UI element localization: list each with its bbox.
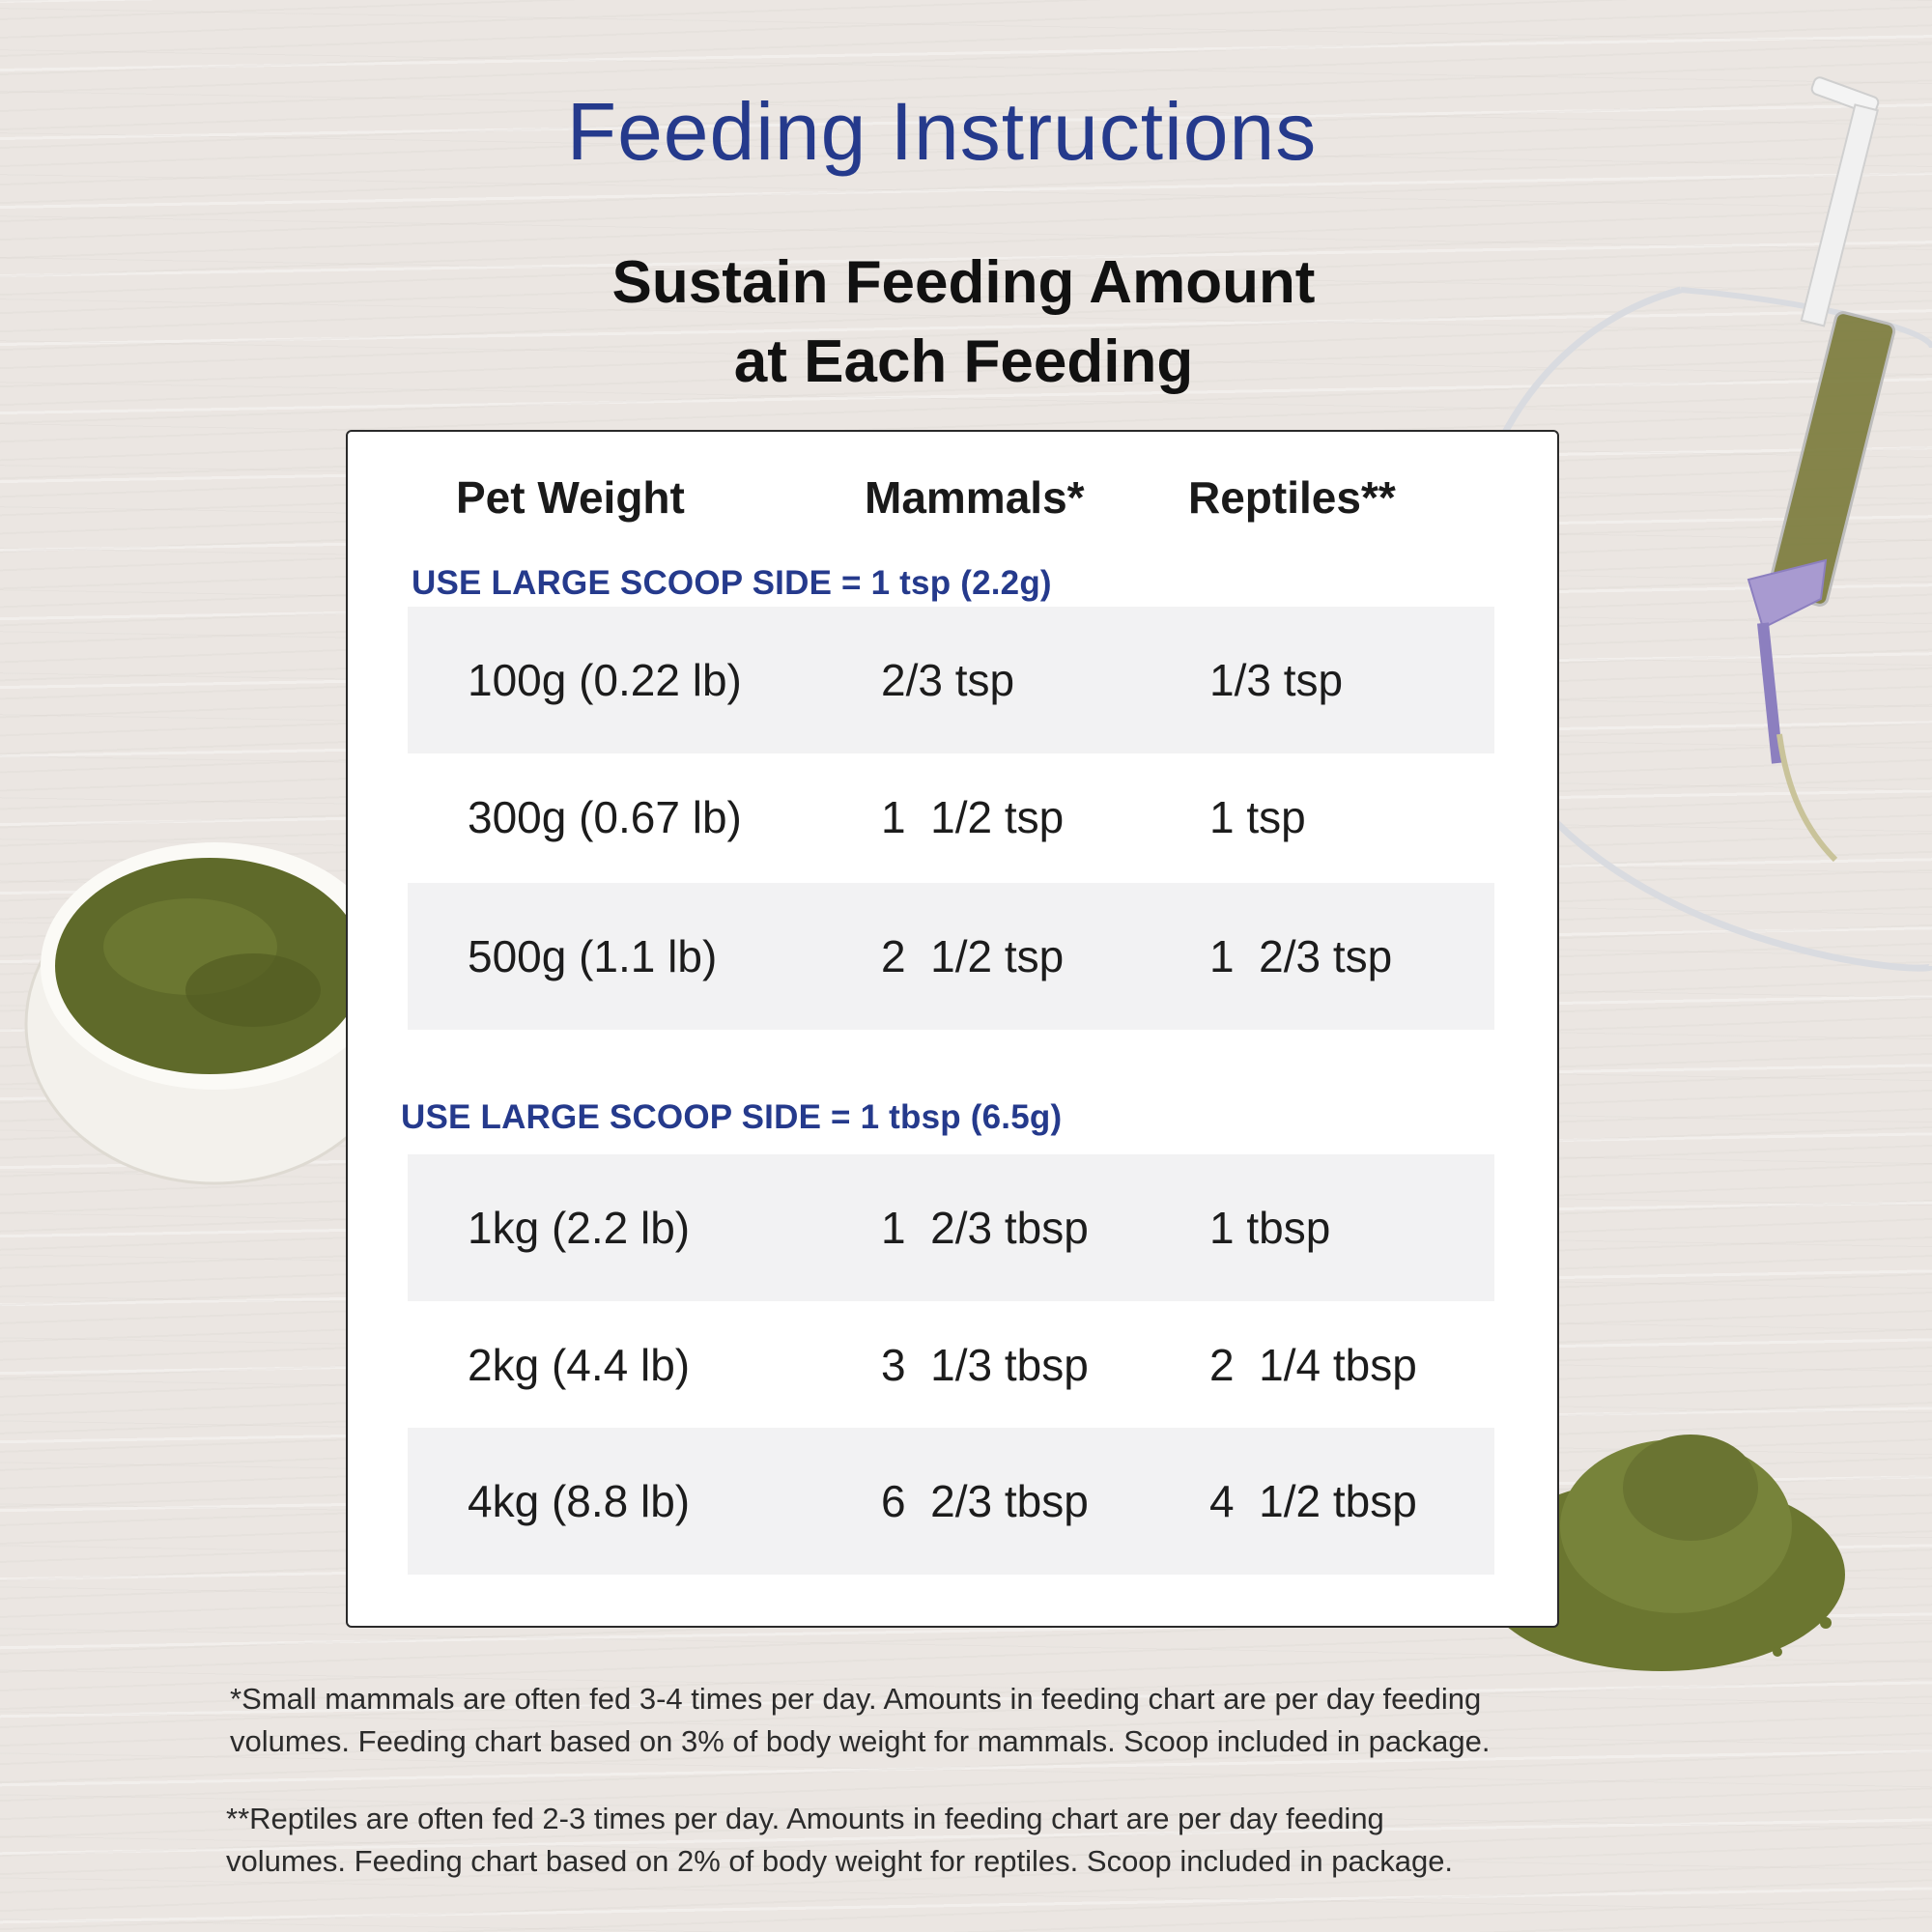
cell-mammals: 2 1/2 tsp — [881, 931, 1065, 981]
cell-reptiles: 1 tbsp — [1209, 1203, 1331, 1253]
table-row — [408, 1428, 1494, 1575]
cell-weight: 100g (0.22 lb) — [468, 655, 742, 705]
cell-reptiles: 1 2/3 tsp — [1209, 931, 1393, 981]
column-header-mammals: Mammals* — [865, 472, 1085, 523]
mammals-footnote-line-1: *Small mammals are often fed 3-4 times per day. Amounts in feeding chart are per day feeding — [230, 1682, 1482, 1716]
cell-mammals: 2/3 tsp — [881, 655, 1015, 705]
subtitle-line-2: at Each Feeding — [733, 328, 1194, 395]
reptiles-footnote — [226, 1798, 1733, 1883]
cell-mammals: 1 2/3 tbsp — [881, 1203, 1089, 1253]
section-label-tsp: USE LARGE SCOOP SIDE = 1 tsp (2.2g) — [412, 564, 1052, 602]
table-row — [408, 1292, 1494, 1438]
chart-subtitle — [0, 243, 1927, 402]
cell-weight: 500g (1.1 lb) — [468, 931, 718, 981]
column-header-pet-weight: Pet Weight — [456, 472, 685, 523]
cell-mammals: 3 1/3 tbsp — [881, 1340, 1089, 1390]
column-header-reptiles: Reptiles** — [1188, 472, 1396, 523]
cell-weight: 300g (0.67 lb) — [468, 792, 742, 842]
table-row — [408, 1154, 1494, 1301]
cell-weight: 1kg (2.2 lb) — [468, 1203, 691, 1253]
cell-reptiles: 1 tsp — [1209, 792, 1306, 842]
subtitle-line-1: Sustain Feeding Amount — [611, 249, 1316, 316]
reptiles-footnote-line-2: volumes. Feeding chart based on 2% of body weight for reptiles. Scoop included in package. — [226, 1844, 1454, 1878]
table-row — [408, 883, 1494, 1030]
cell-weight: 4kg (8.8 lb) — [468, 1476, 691, 1526]
cell-reptiles: 2 1/4 tbsp — [1209, 1340, 1417, 1390]
cell-mammals: 1 1/2 tsp — [881, 792, 1065, 842]
mammals-footnote — [230, 1678, 1737, 1763]
mammals-footnote-line-2: volumes. Feeding chart based on 3% of body weight for mammals. Scoop included in package. — [230, 1724, 1491, 1758]
reptiles-footnote-line-1: **Reptiles are often fed 2-3 times per day. Amounts in feeding chart are per day feeding — [226, 1802, 1384, 1835]
cell-reptiles: 4 1/2 tbsp — [1209, 1476, 1417, 1526]
cell-mammals: 6 2/3 tbsp — [881, 1476, 1089, 1526]
table-row — [408, 607, 1494, 753]
table-row — [408, 744, 1494, 891]
cell-weight: 2kg (4.4 lb) — [468, 1340, 691, 1390]
section-label-tbsp: USE LARGE SCOOP SIDE = 1 tbsp (6.5g) — [401, 1098, 1063, 1136]
cell-reptiles: 1/3 tsp — [1209, 655, 1344, 705]
page-title: Feeding Instructions — [566, 86, 1318, 177]
